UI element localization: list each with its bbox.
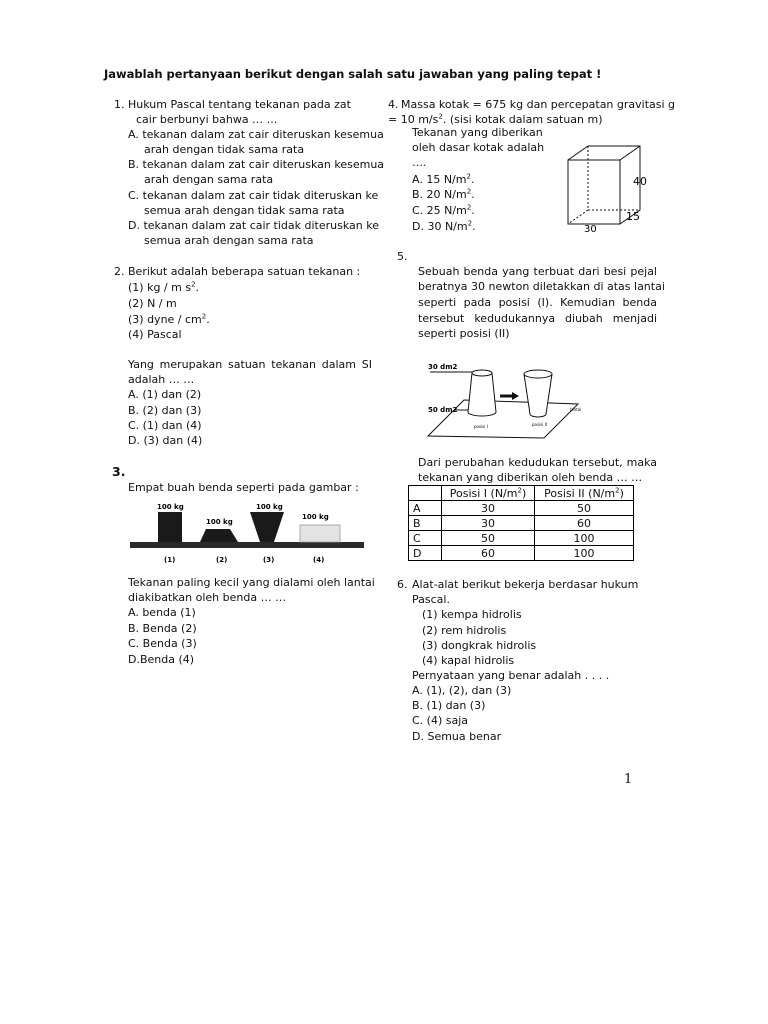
question-ask-cont: diakibatkan oleh benda … … [128,591,287,604]
cylinder-position-1 [468,373,496,416]
table-cell: 30 [442,516,535,531]
question-number: 2. [114,265,125,278]
question-ask-cont: …. [412,156,427,169]
question-stem: Hukum Pascal tentang tekanan pada zat [128,98,351,111]
position-2-label: posisi II [532,422,548,427]
option-b: B. tekanan dalam zat cair diteruskan kesemua [128,158,385,171]
top-area-label: 30 dm2 [428,363,458,371]
question-ask: Tekanan yang diberikan [412,126,543,139]
table-cell: C [409,531,442,546]
option-d-cont: semua arah dengan sama rata [144,234,314,247]
question-ask: Tekanan paling kecil yang dialami oleh lantai [128,576,375,589]
unit-2: (2) N / m [128,297,177,310]
table-cell: 50 [442,531,535,546]
object-1-label: (1) [164,556,176,564]
table-header-cell [409,486,442,501]
list-item: (1) kempa hidrolis [422,608,522,621]
unit-3: (3) dyne / $cm^2$. [128,312,210,326]
table-cell: 100 [535,531,634,546]
question-text: seperti posisi (II) [418,327,510,340]
table-row [409,501,634,516]
option-a: A. tekanan dalam zat cair diteruskan kesemua [128,128,384,141]
question-ask-cont: oleh dasar kotak adalah [412,141,545,154]
table-cell: D [409,546,442,561]
question-ask-cont: adalah … … [128,373,195,386]
option-c: C. tekanan dalam zat cair tidak diteruskan ke [128,189,379,202]
floor [130,542,364,548]
question-stem: cair berbunyi bahwa … … [136,113,278,126]
object-4-weight: 100 kg [302,513,329,521]
question-ask-cont: tekanan yang diberikan oleh benda … … [418,471,643,484]
list-item: (4) kapal hidrolis [422,654,515,667]
table-cell: 50 [535,501,634,516]
table-cell: 60 [442,546,535,561]
list-item: (3) dongkrak hidrolis [422,639,537,652]
question-text: Sebuah benda yang terbuat dari besi pejal [418,265,657,278]
option-a: A. benda (1) [128,606,196,619]
cylinder-2-top [524,370,552,378]
floor-label: lantai [570,407,582,412]
box-height-label: 40 [633,175,647,188]
option-c-cont: semua arah dengan tidak sama rata [144,204,345,217]
option-b-cont: arah dengan sama rata [144,173,274,186]
cylinder-1-top [472,370,492,376]
table-cell: A [409,501,442,516]
cylinder-position-2 [524,374,552,417]
option-b: B. 20 $N/m^2$. [412,187,475,201]
question-ask: Pernyataan yang benar adalah . . . . [412,669,610,682]
question-number: 6. [397,578,408,591]
option-d: D. Semua benar [412,730,502,743]
question-ask: Yang merupakan satuan tekanan dalam SI [128,358,372,371]
four-objects-figure [128,498,368,570]
option-c: C. Benda (3) [128,637,197,650]
bottom-area-label: 50 dm2 [428,406,458,414]
table-row [409,546,634,561]
question-text: seperti pada posisi (I). Kemudian benda [418,296,657,309]
object-3 [250,512,284,542]
option-d: D. 30 $N/m^2$. [412,219,476,233]
option-a: A. (1), (2), dan (3) [412,684,512,697]
option-b: B. Benda (2) [128,622,197,635]
option-d: D.Benda (4) [128,653,195,666]
cylinder-positions-figure [424,360,586,442]
unit-4: (4) Pascal [128,328,182,341]
option-c: C. (1) dan (4) [128,419,202,432]
table-row [409,516,634,531]
option-c: C. (4) saja [412,714,469,727]
box-hidden-edge [568,210,588,224]
object-4 [300,525,340,542]
option-d: D. (3) dan (4) [128,434,203,447]
question-ask: Dari perubahan kedudukan tersebut, maka [418,456,657,469]
table-cell: 60 [535,516,634,531]
table-cell: 30 [442,501,535,516]
table-cell: 100 [535,546,634,561]
position-1-label: posisi I [474,424,488,429]
question-stem: Alat-alat berikut bekerja berdasar hukum [412,578,639,591]
object-1-weight: 100 kg [157,503,184,511]
option-a: A. 15 $N/m^2$. [412,172,475,186]
question-number: 3. [112,464,126,479]
object-2 [200,529,238,542]
question-stem: Massa kotak = 675 kg dan percepatan gravitasi g [401,98,676,111]
object-3-weight: 100 kg [256,503,283,511]
option-a-cont: arah dengan tidak sama rata [144,143,305,156]
question-text: beratnya 30 newton diletakkan di atas lantai [418,280,665,293]
box-figure [560,140,660,236]
question-number: 4. [388,98,399,111]
object-2-label: (2) [216,556,228,564]
object-3-label: (3) [263,556,275,564]
question-stem: Empat buah benda seperti pada gambar : [128,481,359,494]
pressure-table [408,485,634,561]
option-a: A. (1) dan (2) [128,388,202,401]
table-cell: B [409,516,442,531]
table-header-cell: Posisi II $(N/m^2)$ [535,486,634,501]
page-title: Jawablah pertanyaan berikut dengan salah satu jawaban yang paling tepat ! [104,67,602,81]
question-number: 1. [114,98,125,111]
box-front [568,160,620,224]
page-number: 1 [624,772,633,787]
question-number: 5. [397,250,408,263]
table-row [409,531,634,546]
box-depth-label: 15 [626,210,640,223]
option-b: B. (2) dan (3) [128,404,202,417]
option-c: C. 25 $N/m^2$. [412,203,475,217]
object-2-weight: 100 kg [206,518,233,526]
object-1 [158,512,182,542]
question-stem-cont: = 10 $m/s^2$. (sisi kotak dalam satuan m) [388,112,603,126]
question-text: tersebut kedudukannya diubah menjadi [418,312,657,325]
unit-1: (1) kg / m $s^2$. [128,280,200,294]
list-item: (2) rem hidrolis [422,624,507,637]
table-header-row [409,486,634,501]
box-top-edge [620,146,640,160]
question-stem: Berikut adalah beberapa satuan tekanan : [128,265,361,278]
object-4-label: (4) [313,556,325,564]
box-width-label: 30 [584,224,597,235]
arrow-head [512,392,519,400]
question-stem-cont: Pascal. [412,593,450,606]
option-d: D. tekanan dalam zat cair tidak diteruskan ke [128,219,379,232]
option-b: B. (1) dan (3) [412,699,486,712]
table-header-cell: Posisi I $(N/m^2)$ [442,486,535,501]
